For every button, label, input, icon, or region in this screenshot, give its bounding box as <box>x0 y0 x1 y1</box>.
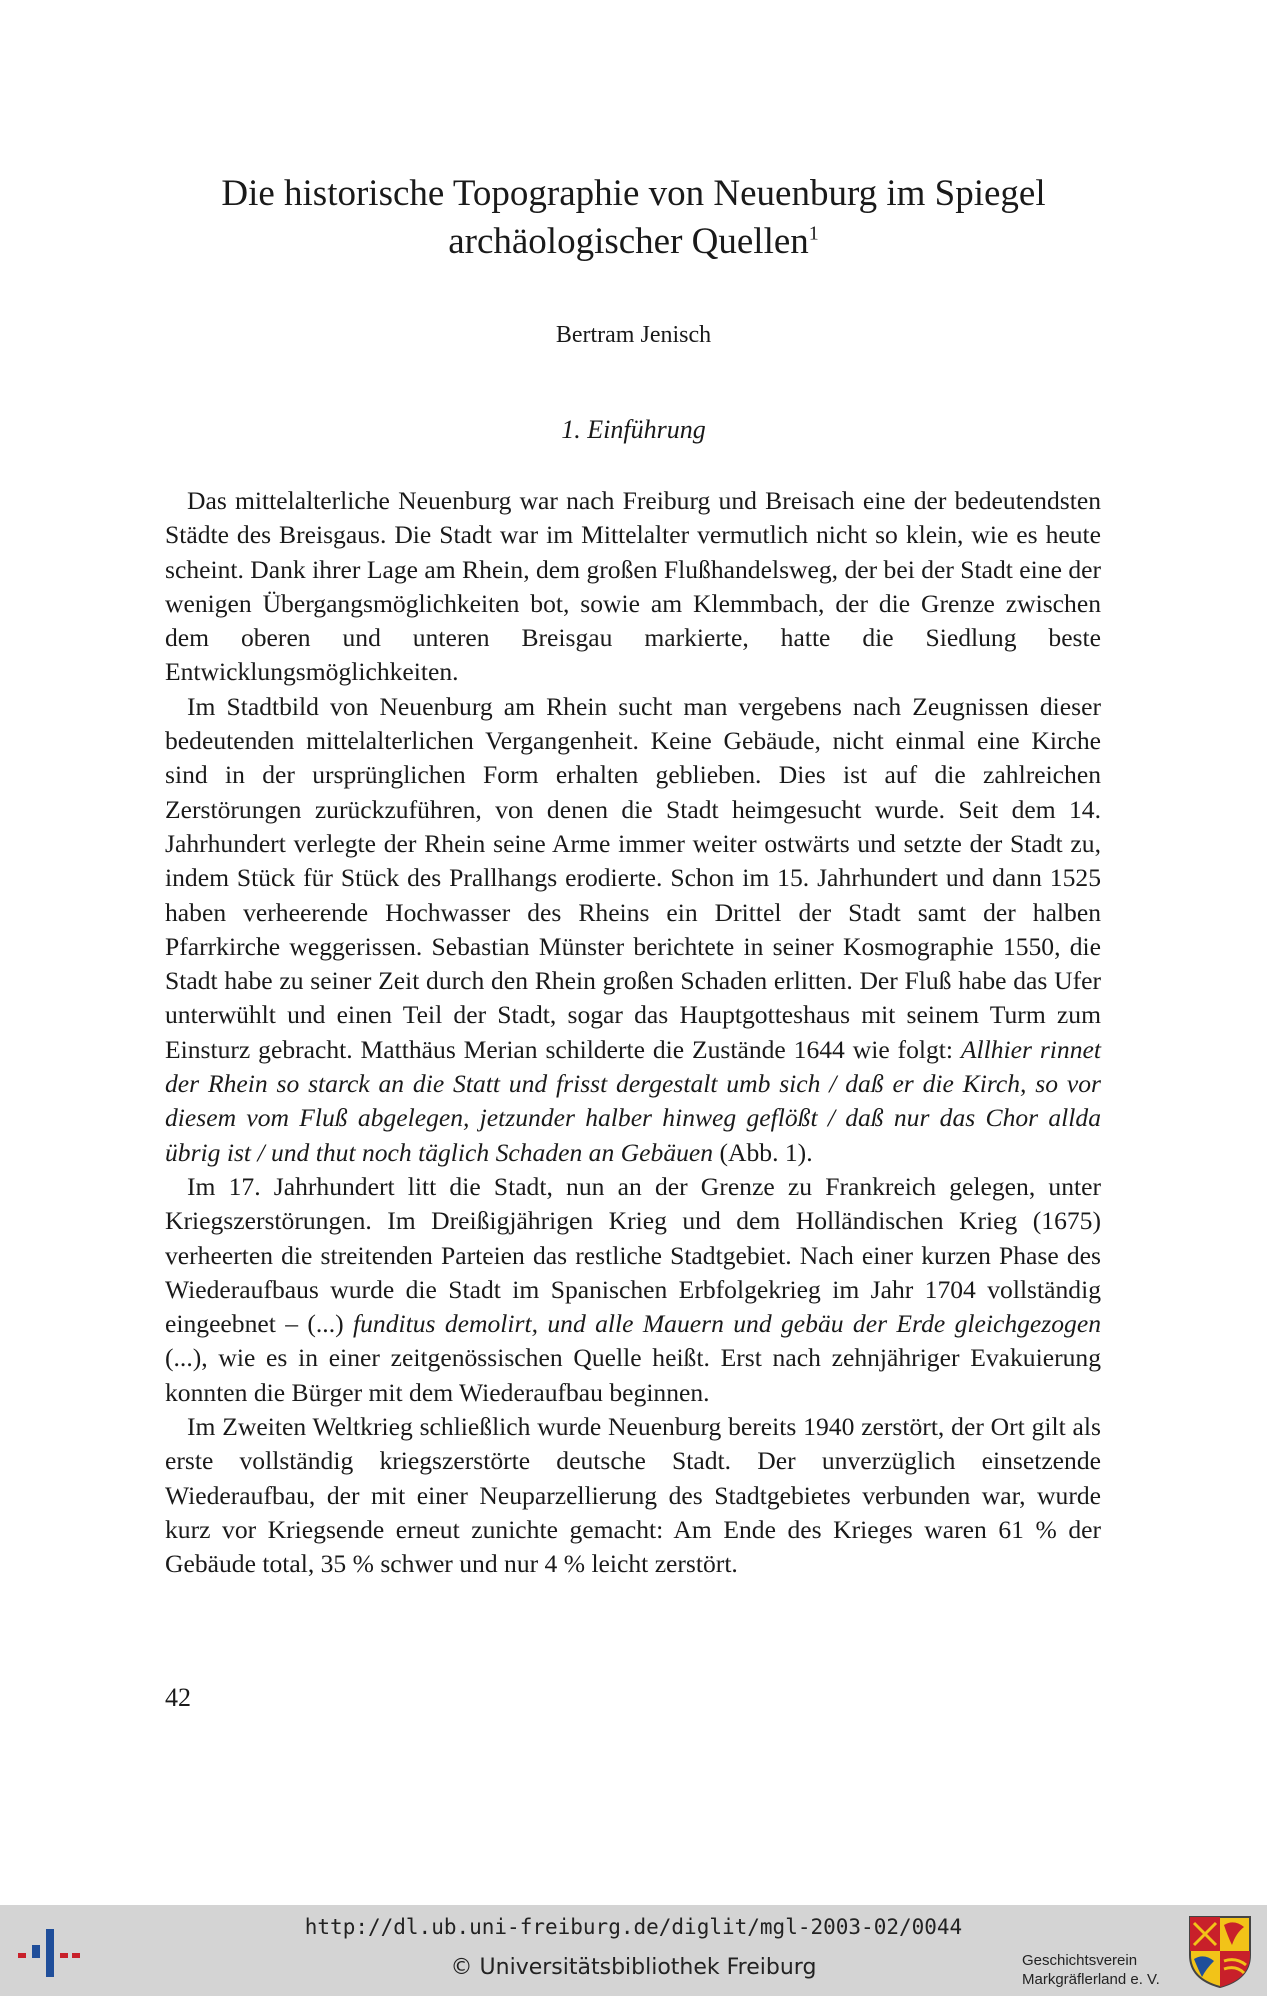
title-line-2: archäologischer Quellen <box>448 221 809 262</box>
society-line-1: Geschichtsverein <box>1022 1952 1138 1969</box>
paragraph-text: Im Stadtbild von Neuenburg am Rhein sucht man vergebens nach Zeugnissen dieser bedeutenden mittelalterlichen Vergangenheit. Keine Gebäude, nicht einmal eine Kirche sind in der ursprünglichen Form erhalten geblieben. Dies ist auf die zahlreichen Zerstörungen zurückzuführen, von denen die Stadt heimgesucht wurde. Seit dem 14. Jahrhundert verlegte der Rhein seine Arme immer weiter ostwärts und setzte der Stadt zu, indem Stück für Stück des Prallhangs erodierte. Schon im 15. Jahrhundert und dann 1525 haben verheerende Hochwasser des Rheins ein Drittel der Stadt samt der halben Pfarrkirche weggerissen. Sebastian Münster berichtete in seiner Kosmographie 1550, die Stadt habe zu seiner Zeit durch den Rhein großen Schaden erlitten. Der Fluß habe das Ufer unterwühlt und einen Teil der Stadt, sogar das Hauptgotteshaus mit seinem Turm zum Einsturz gebracht. Matthäus Merian schilderte die Zustände 1644 wie folgt: <box>165 691 1101 1064</box>
paragraph-text: Das mittelalterliche Neuenburg war nach Freiburg und Breisach eine der bedeutendsten Städte des Breisgaus. Die Stadt war im Mittelalter vermutlich nicht so klein, wie es heute scheint. Dank ihrer Lage am Rhein, dem großen Flußhandelsweg, der bei der Stadt eine der wenigen Übergangsmöglichkeiten bot, sowie am Klemmbach, der die Grenze zwischen dem oberen und unteren Breisgau markierte, hatte die Siedlung beste Entwicklungsmöglichkeiten. <box>165 486 1102 687</box>
title-line-1: Die historische Topographie von Neuenburg im Spiegel <box>221 173 1046 214</box>
section-heading: 1. Einführung <box>561 415 706 444</box>
title-footnote-marker[interactable]: 1 <box>808 222 819 245</box>
footer-society-name <box>1022 1951 1172 1989</box>
quotation-text: Allhier rinnet der Rhein so starck an die Statt und frisst dergestalt umb sich / daß er die Kirch, so vor diesem vom Fluß abgelegen, jetzunder halber hinweg geflößt / daß nur das Chor allda übrig ist / und thut noch täglich Schaden an Gebäuen <box>165 1034 1101 1167</box>
body-paragraph <box>165 690 1101 1170</box>
quotation-text: funditus demolirt, und alle Mauern und gebäu der Erde gleichgezogen <box>353 1309 1101 1339</box>
body-paragraph <box>165 1170 1101 1410</box>
footer-copyright: © Universitätsbibliothek Freiburg <box>450 1955 817 1980</box>
society-line-2: Markgräflerland e. V. <box>1022 1971 1160 1988</box>
body-text <box>165 484 1101 1582</box>
author-name: Bertram Jenisch <box>555 322 712 348</box>
article-title <box>150 170 1117 266</box>
society-crest-icon[interactable] <box>1188 1915 1252 1989</box>
paragraph-text: (...), wie es in einer zeitgenössischen Quelle heißt. Erst nach zehnjähriger Evakuierung konnten die Bürger mit dem Wiederaufbau beginnen. <box>165 1343 1101 1407</box>
paragraph-text: (Abb. 1). <box>713 1137 813 1167</box>
paragraph-text: Im Zweiten Weltkrieg schließlich wurde Neuenburg bereits 1940 zerstört, der Ort gilt als erste vollständig kriegszerstörte deutsche Stadt. Der unverzüglich einsetzende Wiederaufbau, der mit einer Neuparzellierung des Stadtgebietes verbunden war, wurde kurz vor Kriegsende erneut zunichte gemacht: Am Ende des Krieges waren 61 % der Gebäude total, 35 % schwer und nur 4 % leicht zerstört. <box>165 1412 1101 1579</box>
page-number: 42 <box>165 1683 191 1712</box>
body-paragraph <box>165 484 1101 690</box>
footer-url-link[interactable]: http://dl.ub.uni-freiburg.de/diglit/mgl-2003-02/0044 <box>304 1915 963 1939</box>
body-paragraph <box>165 1410 1101 1581</box>
footer-bar <box>0 1905 1267 1996</box>
paragraph-text: Im 17. Jahrhundert litt die Stadt, nun an der Grenze zu Frankreich gelegen, unter Kriegszerstörungen. Im Dreißigjährigen Krieg und dem Holländischen Krieg (1675) verheerten die streitenden Parteien das restliche Stadtgebiet. Nach einer kurzen Phase des Wiederaufbaus wurde die Stadt im Spanischen Erbfolgekrieg im Jahr 1704 vollständig eingeebnet – (...) <box>165 1171 1101 1339</box>
